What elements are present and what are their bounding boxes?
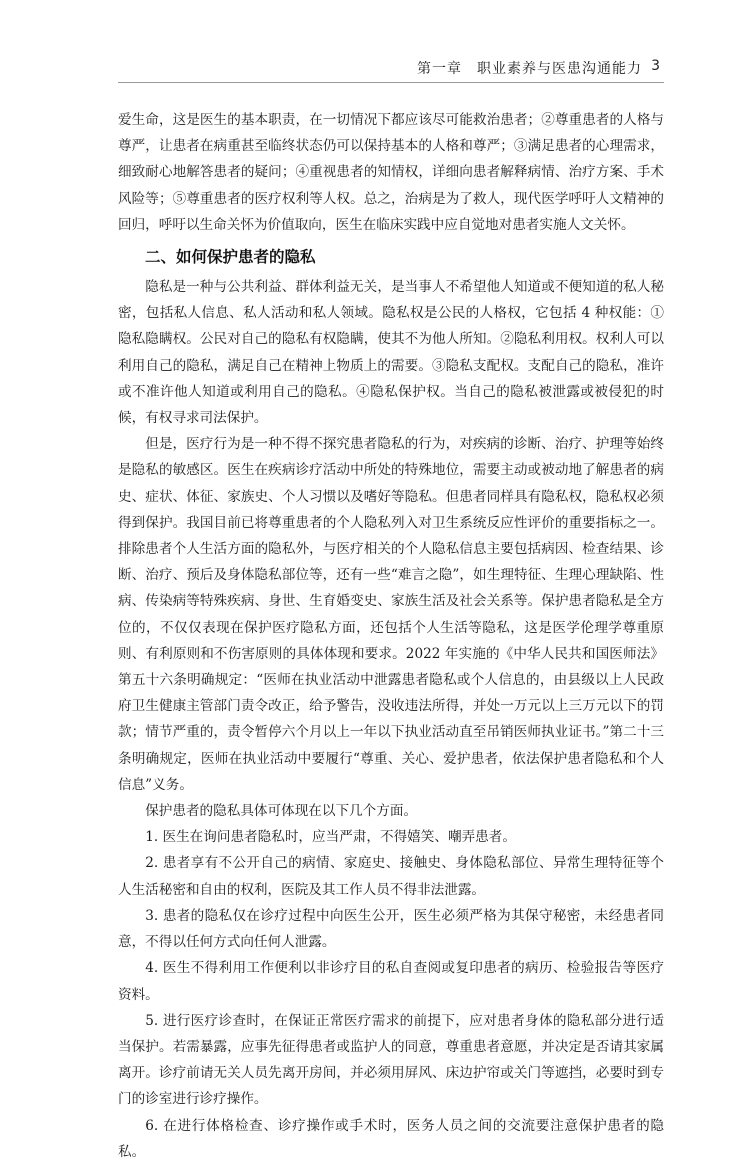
list-item: 1. 医生在询问患者隐私时，应当严肃，不得嬉笑、嘲弄患者。 bbox=[145, 829, 516, 846]
list-item: 4. 医生不得利用工作便利以非诊疗目的私自查阅或复印患者的病历、检验报告等医疗资料。 bbox=[118, 960, 664, 1003]
page-number: 3 bbox=[651, 58, 660, 74]
list-item: 6. 在进行体格检查、诊疗操作或手术时，医务人员之间的交流要注意保护患者的隐私。 bbox=[118, 1117, 664, 1160]
list-item: 2. 患者享有不公开自己的病情、家庭史、接触史、身体隐私部位、异常生理特征等个人生活秘密和自由的权利，医院及其工作人员不得非法泄露。 bbox=[118, 855, 664, 898]
list-item: 3. 患者的隐私仅在诊疗过程中向医生公开，医生必须严格为其保守秘密，未经患者同意，不得以任何方式向任何人泄露。 bbox=[118, 907, 664, 951]
page-header bbox=[0, 0, 730, 78]
chapter-title: 第一章 职业素养与医患沟通能力 bbox=[417, 61, 642, 77]
intro-paragraph: 爱生命，这是医生的基本职责，在一切情况下都应该尽可能救治患者；②尊重患者的人格与尊严，让患者在病重甚至临终状态仍可以保持基本的人格和尊严；③满足患者的心理需求，细致耐心地解答患者的疑问；④重视患者的知情权，详细向患者解释病情、治疗方案、手术风险等；⑤尊重患者的医疗权利等人权。总之，治病是为了救人，现代医学呼吁人文精神的回归，呼吁以生命关怀为价值取向，医生在临床实践中应自觉地对患者实施人文关怀。 bbox=[118, 112, 664, 233]
page-body bbox=[118, 107, 664, 1165]
body-paragraph: 保护患者的隐私具体可体现在以下几个方面。 bbox=[145, 803, 418, 820]
body-paragraph: 隐私是一种与公共利益、群体利益无关，是当事人不希望他人知道或不便知道的私人秘密，包括私人信息、私人活动和私人领域。隐私权是公民的人格权，它包括 4 种权能：①隐私隐瞒权。公民对自己的隐私有权隐瞒，使其不为他人所知。②隐私利用权。权利人可以利用自己的隐私，满足自己在精神上物质上的需要。③隐私支配权。支配自己的隐私，准许或不准许他人知道或利用自己的隐私。④隐私保护权。当自己的隐私被泄露或被侵犯的时候，有权寻求司法保护。 bbox=[118, 279, 664, 427]
header-divider bbox=[118, 82, 664, 83]
list-item: 5. 进行医疗诊查时，在保证正常医疗需求的前提下，应对患者身体的隐私部分进行适当保护。若需暴露，应事先征得患者或监护人的同意，尊重患者意愿，并决定是否请其家属离开。诊疗前请无关人员先离开房间，并必须用屏风、床边护帘或关门等遮挡，必要时到专门的诊室进行诊疗操作。 bbox=[118, 1012, 664, 1108]
body-paragraph: 但是，医疗行为是一种不得不探究患者隐私的行为，对疾病的诊断、治疗、护理等始终是隐私的敏感区。医生在疾病诊疗活动中所处的特殊地位，需要主动或被动地了解患者的病史、症状、体征、家族史、个人习惯以及嗜好等隐私。但患者同样具有隐私权，隐私权必须得到保护。我国目前已将尊重患者的个人隐私列入对卫生系统反应性评价的重要指标之一。排除患者个人生活方面的隐私外，与医疗相关的个人隐私信息主要包括病因、检查结果、诊断、治疗、预后及身体隐私部位等，还有一些“难言之隐”，如生理特征、生理心理缺陷、性病、传染病等特殊疾病、身世、生育婚变史、家族生活及社会关系等。保护患者隐私是全方位的，不仅仅表现在保护医疗隐私方面，还包括个人生活等隐私，这是医学伦理学尊重原则、有利原则和不伤害原则的具体体现和要求。2022 年实施的《中华人民共和国医师法》第五十六条明确规定：“医师在执业活动中泄露患者隐私或个人信息的，由县级以上人民政府卫生健康主管部门责令改正，给予警告，没收违法所得，并处一万元以上三万元以下的罚款；情节严重的，责令暂停六个月以上一年以下执业活动直至吊销医师执业证书。”第二十三条明确规定，医师在执业活动中要履行“尊重、关心、爱护患者，依法保护患者隐私和个人信息”义务。 bbox=[118, 436, 664, 793]
section-heading: 二、如何保护患者的隐私 bbox=[145, 248, 316, 267]
